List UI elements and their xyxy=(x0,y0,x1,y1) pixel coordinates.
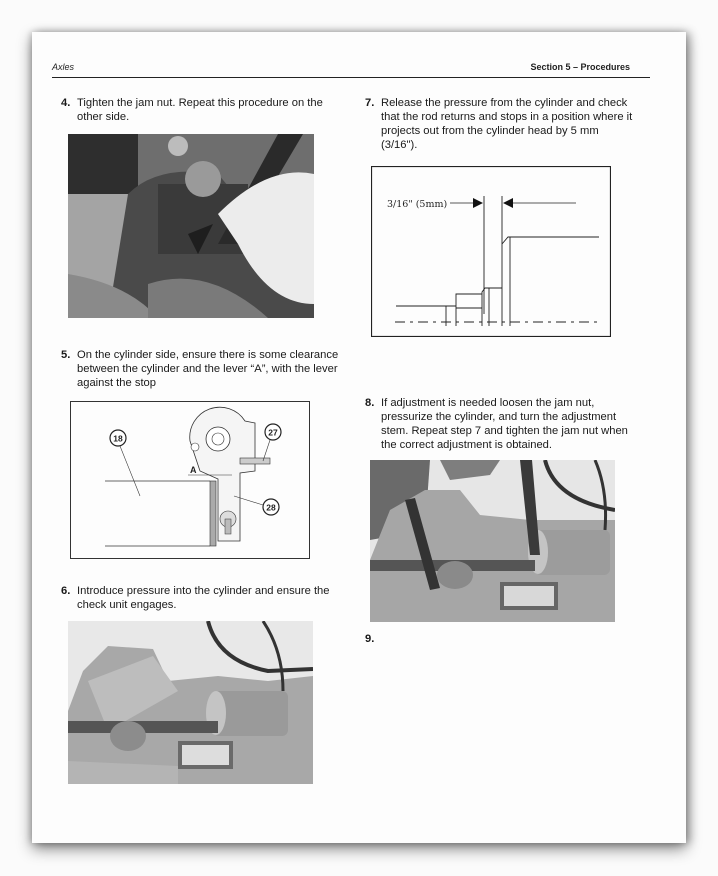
step-text: Release the pressure from the cylinder and check that the rod returns and stops in a position where it projects out from the cylinder head by 5 mm (3/16"). xyxy=(381,97,633,151)
step-number: 8. xyxy=(365,397,375,409)
header-section: Section 5 – Procedures xyxy=(530,62,630,72)
step-number: 9. xyxy=(365,633,375,645)
step-8 xyxy=(365,396,635,452)
document-page xyxy=(32,32,686,843)
svg-text:A: A xyxy=(190,465,197,475)
header-chapter: Axles xyxy=(52,62,75,72)
step-5 xyxy=(61,348,341,390)
step-7 xyxy=(365,96,635,152)
step-text: Introduce pressure into the cylinder and ensure the check unit engages. xyxy=(77,585,330,611)
svg-text:18: 18 xyxy=(113,433,123,444)
step-text: Tighten the jam nut. Repeat this procedure on the other side. xyxy=(77,97,323,123)
step-text: If adjustment is needed loosen the jam nut, pressurize the cylinder, and turn the adjustment stem. Repeat step 7 and tighten the jam nut when the correct adjustment is obtained. xyxy=(381,397,628,451)
svg-text:28: 28 xyxy=(266,502,276,513)
svg-text:27: 27 xyxy=(268,427,278,438)
dimension-label: 3/16" (5mm) xyxy=(387,199,448,210)
step4-photo xyxy=(68,134,314,318)
step-number: 5. xyxy=(61,349,71,361)
step-text: On the cylinder side, ensure there is some clearance between the cylinder and the lever “A”, with the lever against the stop xyxy=(77,349,339,389)
step8-photo xyxy=(370,460,615,622)
step6-photo xyxy=(68,621,313,784)
step7-diagram xyxy=(371,166,611,337)
step-4 xyxy=(61,96,331,124)
step5-diagram xyxy=(70,401,310,559)
step-number: 6. xyxy=(61,585,71,597)
step-6 xyxy=(61,584,341,612)
step-number: 7. xyxy=(365,97,375,109)
header-rule xyxy=(52,77,650,78)
step-number: 4. xyxy=(61,97,71,109)
